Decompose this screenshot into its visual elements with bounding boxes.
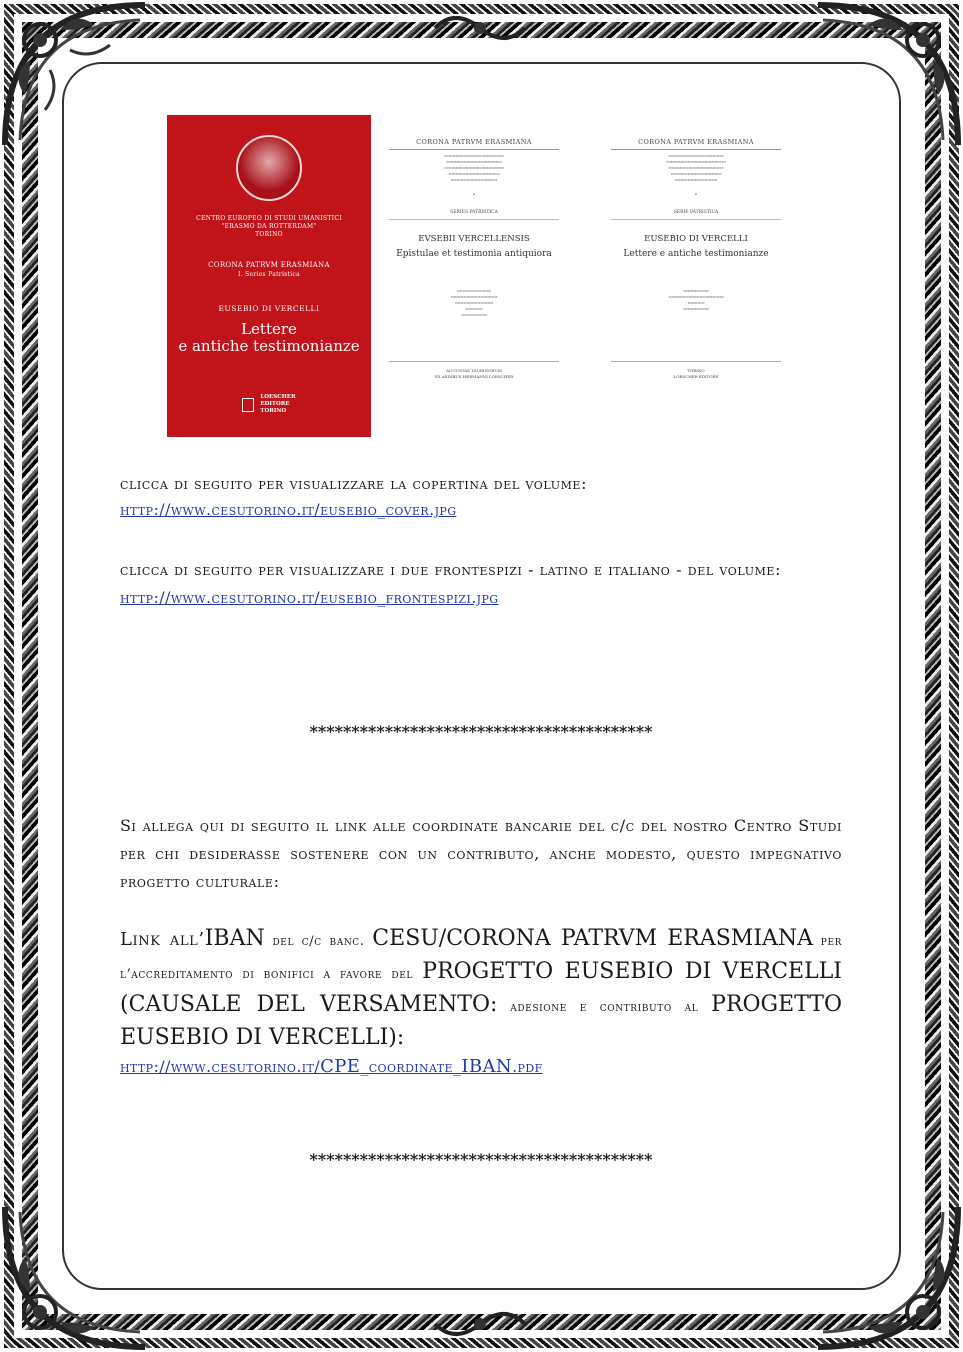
frontis-latin-head: CORONA PATRVM ERASMIANA xyxy=(389,138,559,150)
iban-text-8: PROGETTO EUSEBIO DI VERCELLI): xyxy=(120,992,842,1050)
separator-stars: ***************************************** xyxy=(309,722,653,741)
cover-series-sub: I. Series Patristica xyxy=(237,271,301,278)
frontis-italian-author: EUSEBIO DI VERCELLI xyxy=(644,234,748,244)
bank-intro-paragraph: Si allega qui di seguito il link alle coordinate bancarie del c/c del nostro Centro Studi per chi desiderasse sostenere con un contributo, anche modesto, questo impegnativo progetto culturale: xyxy=(120,816,842,891)
corner-ornament-icon xyxy=(813,0,963,150)
book-cover-image xyxy=(167,115,371,437)
separator-stars-bottom: ***************************************** xyxy=(309,1150,653,1169)
iban-link-part-e: .pdf xyxy=(512,1057,543,1076)
cover-link[interactable]: http://www.cesutorino.it/eusebio_cover.jpg xyxy=(120,500,457,519)
scroll-ornament-icon xyxy=(430,1304,530,1344)
frontis-italian-head: CORONA PATRVM ERASMIANA xyxy=(611,138,781,150)
corner-ornament-icon xyxy=(0,1202,150,1352)
corner-ornament-icon xyxy=(0,0,150,150)
cover-link-section xyxy=(120,472,842,524)
scroll-ornament-icon xyxy=(430,8,530,48)
frontis-latin-author: EVSEBII VERCELLENSIS xyxy=(418,234,530,244)
corner-ornament-icon xyxy=(813,1202,963,1352)
frontis-italian-title: Lettere e antiche testimonianze xyxy=(623,249,769,259)
iban-paragraph xyxy=(120,924,842,1080)
iban-text-4: CESU/CORONA PATRVM ERASMIANA xyxy=(372,926,814,951)
iban-text-1: Link all’ xyxy=(120,929,205,950)
cover-link-caption: clicca di seguito per visualizzare la copertina del volume: xyxy=(120,474,588,493)
iban-text-2: IBAN xyxy=(204,926,265,951)
frontis-latin-edition: ▭▭▭▭▭▭▭▭ ▭▭▭▭▭▭▭▭▭▭▭ ▭▭▭▭▭▭▭▭▭ ▭▭▭▭ ▭▭▭▭▭▭ xyxy=(450,289,498,318)
iban-link-part-a: http://www.cesutorino.it/ xyxy=(120,1057,321,1076)
frontis-latin-imprint-2: EX AEDIBUS HERMANNI LOESCHER xyxy=(434,373,514,379)
frontis-italian-series: SERIE PATRISTICA xyxy=(611,210,781,220)
frontis-italian-imprint xyxy=(611,368,781,379)
iban-link-part-b: CPE xyxy=(320,1056,361,1077)
iban-link[interactable] xyxy=(120,1057,543,1076)
iban-link-part-d: IBAN xyxy=(461,1056,513,1077)
frontis-latin-series: SERIES PATRISTICA xyxy=(389,210,559,220)
frontispiece-latin-image: CORONA PATRVM ERASMIANA ▭▭▭▭▭▭▭▭▭▭▭▭▭▭ ▭▭▭▭▭▭▭▭▭▭▭▭▭ ▭▭▭▭▭▭▭▭▭▭▭▭▭▭ ▭▭▭▭▭▭▭▭▭▭▭▭ ▭▭▭▭▭▭▭▭▭▭▭ • SERIES PATRISTICA EVSEBII VERCELLENSIS Epistulae et testimonia antiquiora ▭▭▭▭▭▭▭▭ ▭▭▭▭▭▭▭▭▭▭▭ ▭▭▭▭▭▭▭▭▭ ▭▭▭▭ ▭▭▭▭▭▭ AUGUSTAE TAURINORUM EX AEDIBUS HERMANNI LOESCHER xyxy=(389,138,559,428)
cover-author: EUSEBIO DI VERCELLI xyxy=(218,304,320,313)
frontispiece-italian-image: CORONA PATRVM ERASMIANA ▭▭▭▭▭▭▭▭▭▭▭▭▭ ▭▭▭▭▭▭▭▭▭▭▭▭▭▭ ▭▭▭▭▭▭▭▭▭▭▭▭▭ ▭▭▭▭▭▭▭▭▭▭▭▭ ▭▭▭▭▭▭▭▭▭▭ • SERIE PATRISTICA EUSEBIO DI VERCELLI Lettere e antiche testimonianze ▭▭▭▭▭▭ ▭▭▭▭▭▭▭▭▭▭▭▭▭ ▭▭▭▭ ▭▭▭▭▭▭ TORINO LOESCHER EDITORE xyxy=(611,138,781,428)
frontis-italian-imprint-1: TORINO xyxy=(687,368,705,373)
frontis-latin-imprint-1: AUGUSTAE TAURINORUM xyxy=(446,368,502,373)
frontis-italian-imprint-2: LOESCHER EDITORE xyxy=(673,373,719,379)
cover-publisher xyxy=(167,394,371,415)
erasmus-portrait-icon xyxy=(236,135,302,201)
frontis-latin-blurb: ▭▭▭▭▭▭▭▭▭▭▭▭▭▭ ▭▭▭▭▭▭▭▭▭▭▭▭▭ ▭▭▭▭▭▭▭▭▭▭▭▭▭▭ ▭▭▭▭▭▭▭▭▭▭▭▭ ▭▭▭▭▭▭▭▭▭▭▭ xyxy=(444,154,504,183)
iban-link-part-c: _coordinate_ xyxy=(360,1057,462,1076)
frontispiece-link-section xyxy=(120,556,842,612)
publisher-line1: LOESCHER xyxy=(260,394,296,400)
frontispiece-link-caption: clicca di seguito per visualizzare i due frontespizi - latino e italiano - del volume: xyxy=(120,560,782,579)
iban-text-3: del c/c banc. xyxy=(264,934,373,949)
frontispiece-link[interactable]: http://www.cesutorino.it/eusebio_frontespizi.jpg xyxy=(120,588,499,607)
cover-institute: CENTRO EUROPEO DI STUDI UMANISTICI xyxy=(196,215,342,222)
publisher-line3: TORINO xyxy=(260,408,287,414)
publisher-logo-icon xyxy=(242,398,254,412)
publisher-line2: EDITORE xyxy=(260,401,290,407)
frontis-italian-blurb: ▭▭▭▭▭▭▭▭▭▭▭▭▭ ▭▭▭▭▭▭▭▭▭▭▭▭▭▭ ▭▭▭▭▭▭▭▭▭▭▭▭▭ ▭▭▭▭▭▭▭▭▭▭▭▭ ▭▭▭▭▭▭▭▭▭▭ xyxy=(666,154,726,183)
cover-title-line2: e antiche testimonianze xyxy=(178,337,360,355)
cover-series: CORONA PATRVM ERASMIANA xyxy=(208,261,330,269)
cover-title-line1: Lettere xyxy=(241,320,297,338)
iban-text-5: per l’accreditamento di bonifici a favore del xyxy=(120,934,842,982)
iban-text-6: PROGETTO EUSEBIO DI VERCELLI (CAUSALE DEL VERSAMENTO: xyxy=(120,959,842,1017)
frontis-italian-edition: ▭▭▭▭▭▭ ▭▭▭▭▭▭▭▭▭▭▭▭▭ ▭▭▭▭ ▭▭▭▭▭▭ xyxy=(668,289,724,312)
frontis-latin-title: Epistulae et testimonia antiquiora xyxy=(396,249,552,259)
cover-institute-city: TORINO xyxy=(255,231,283,238)
frontis-latin-imprint xyxy=(389,368,559,379)
cover-institute-sub: "ERASMO DA ROTTERDAM" xyxy=(221,223,317,230)
iban-text-7: adesione e contributo al xyxy=(497,1000,712,1015)
